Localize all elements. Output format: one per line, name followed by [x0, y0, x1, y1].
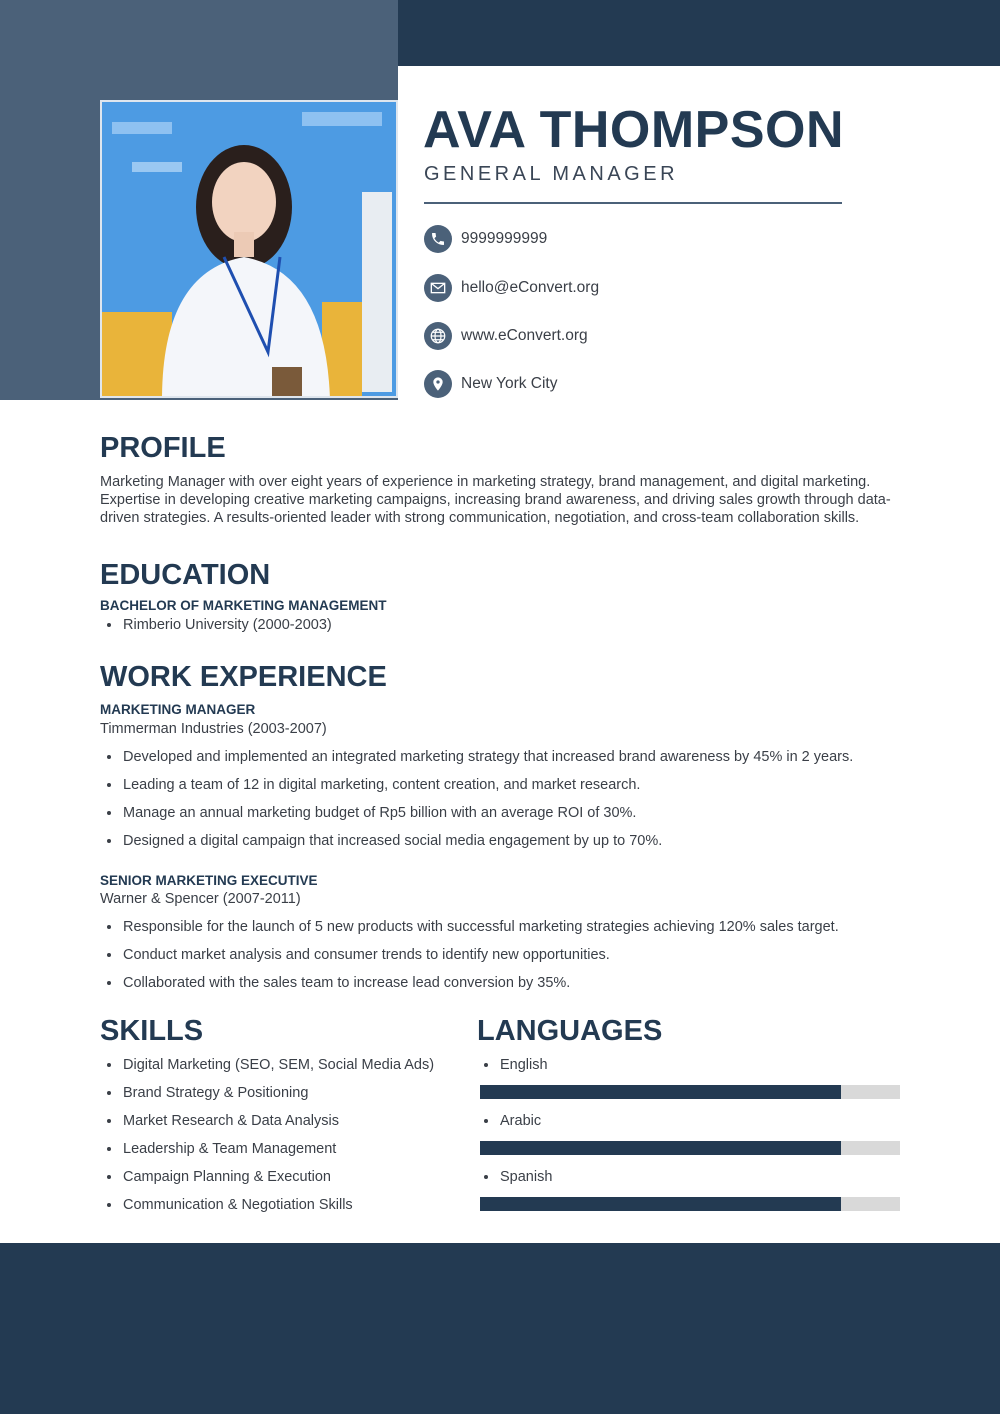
language-level-fill: [480, 1085, 841, 1099]
language-label: Spanish: [477, 1168, 900, 1186]
list-item: Collaborated with the sales team to increase lead conversion by 35%.: [100, 974, 920, 1002]
skills-list: [100, 1056, 460, 1224]
list-item: Digital Marketing (SEO, SEM, Social Media Ads): [100, 1056, 460, 1084]
job-company-1: Timmerman Industries (2003-2007): [100, 721, 327, 737]
education-heading: EDUCATION: [100, 559, 271, 591]
job-title-2: SENIOR MARKETING EXECUTIVE: [100, 873, 318, 888]
list-item: Communication & Negotiation Skills: [100, 1196, 460, 1224]
header-top-bar: [398, 0, 1000, 66]
language-spanish: [477, 1168, 900, 1211]
contact-phone: [424, 225, 547, 253]
profile-heading: PROFILE: [100, 432, 226, 464]
list-item: Leadership & Team Management: [100, 1140, 460, 1168]
language-level-bar: [480, 1085, 900, 1099]
profile-photo: [100, 100, 398, 398]
contact-website: [424, 322, 588, 350]
profile-text: Marketing Manager with over eight years of experience in marketing strategy, brand management, and digital marketing. Expertise in developing creative marketing campaigns, increasing brand awareness, and driving sales growth through data-driven strategies. A results-oriented leader with strong communication, negotiation, and cross-team collaboration skills.: [100, 474, 891, 526]
skills-heading: SKILLS: [100, 1015, 204, 1047]
list-item: Responsible for the launch of 5 new products with successful marketing strategies achieving 120% sales target.: [100, 918, 920, 946]
language-level-fill: [480, 1197, 841, 1211]
job-bullets-2: [100, 918, 920, 1002]
degree-title: BACHELOR OF MARKETING MANAGEMENT: [100, 598, 387, 613]
list-item: Campaign Planning & Execution: [100, 1168, 460, 1196]
list-item: Market Research & Data Analysis: [100, 1112, 460, 1140]
language-label: Arabic: [477, 1112, 900, 1130]
header-divider: [424, 202, 842, 204]
list-item: Brand Strategy & Positioning: [100, 1084, 460, 1112]
language-label: English: [477, 1056, 900, 1074]
languages-heading: LANGUAGES: [477, 1015, 663, 1047]
language-level-fill: [480, 1141, 841, 1155]
contact-email: [424, 274, 599, 302]
website-text[interactable]: www.eConvert.org: [461, 327, 588, 344]
education-list: [100, 616, 332, 644]
language-level-bar: [480, 1141, 900, 1155]
job-bullets-1: [100, 748, 920, 860]
candidate-name: AVA THOMPSON: [423, 101, 845, 159]
work-experience-heading: WORK EXPERIENCE: [100, 661, 387, 693]
language-level-bar: [480, 1197, 900, 1211]
list-item: Conduct market analysis and consumer trends to identify new opportunities.: [100, 946, 920, 974]
list-item: Developed and implemented an integrated marketing strategy that increased brand awareness by 45% in 2 years.: [100, 748, 920, 776]
language-arabic: [477, 1112, 900, 1155]
footer-band: [0, 1243, 1000, 1414]
location-pin-icon: [424, 370, 452, 398]
phone-icon: [424, 225, 452, 253]
list-item: Leading a team of 12 in digital marketing, content creation, and market research.: [100, 776, 920, 804]
language-english: [477, 1056, 900, 1099]
job-company-2: Warner & Spencer (2007-2011): [100, 891, 301, 907]
job-title-1: MARKETING MANAGER: [100, 702, 256, 717]
globe-icon: [424, 322, 452, 350]
list-item: Manage an annual marketing budget of Rp5 billion with an average ROI of 30%.: [100, 804, 920, 832]
mail-icon: [424, 274, 452, 302]
contact-location: [424, 370, 557, 398]
location-text: New York City: [461, 375, 558, 392]
phone-text: 9999999999: [461, 230, 548, 247]
email-text[interactable]: hello@eConvert.org: [461, 279, 600, 296]
list-item: Rimberio University (2000-2003): [100, 616, 332, 644]
job-title: GENERAL MANAGER: [424, 163, 679, 185]
list-item: Designed a digital campaign that increased social media engagement by up to 70%.: [100, 832, 920, 860]
